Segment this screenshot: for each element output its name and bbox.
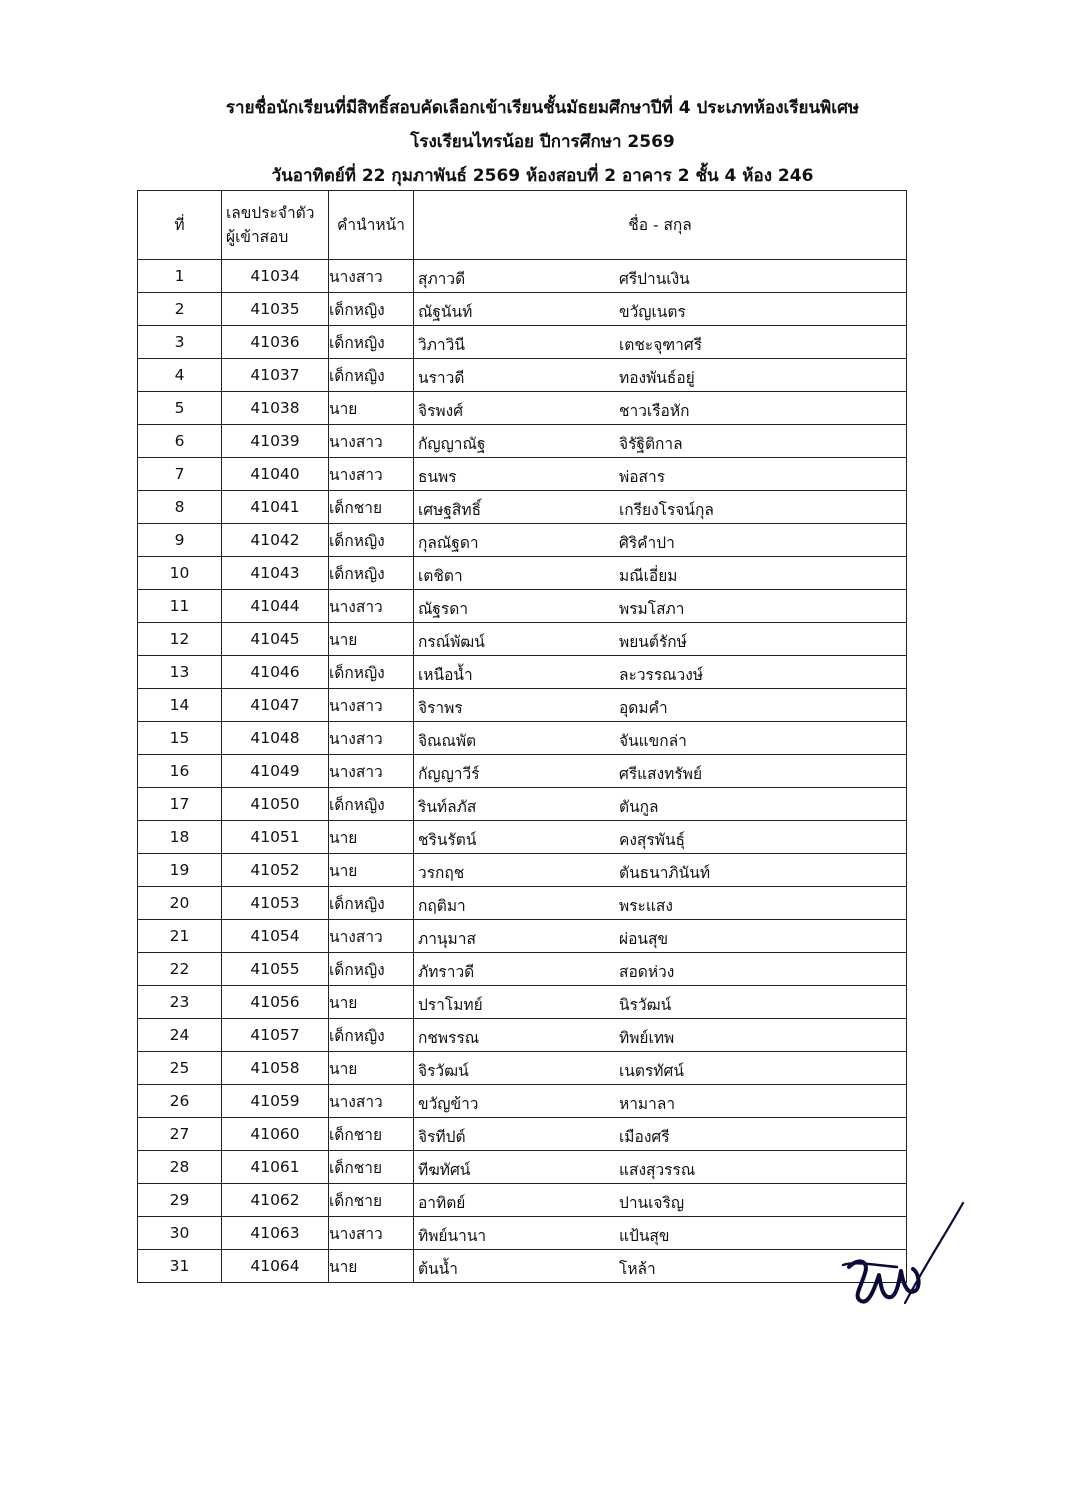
full-name-cell (414, 491, 907, 524)
name-prefix: เด็กชาย (329, 1184, 414, 1217)
table-row (138, 1052, 907, 1085)
name-prefix: เด็กหญิง (329, 326, 414, 359)
name-prefix: นางสาว (329, 425, 414, 458)
last-name: มณีเอี่ยม (619, 567, 678, 585)
last-name: ศิริคำปา (619, 534, 675, 552)
row-number: 27 (138, 1118, 222, 1151)
name-prefix: เด็กหญิง (329, 788, 414, 821)
name-prefix: เด็กหญิง (329, 1019, 414, 1052)
last-name: พยนต์รักษ์ (619, 633, 687, 651)
last-name: แป้นสุข (619, 1227, 670, 1245)
full-name-cell (414, 1250, 907, 1283)
row-number: 29 (138, 1184, 222, 1217)
last-name: แสงสุวรรณ (619, 1161, 696, 1179)
table-row (138, 1118, 907, 1151)
table-row (138, 920, 907, 953)
last-name: เตชะจุฑาศรี (619, 336, 703, 354)
candidate-id: 41052 (222, 854, 329, 887)
row-number: 6 (138, 425, 222, 458)
full-name-cell (414, 656, 907, 689)
row-number: 5 (138, 392, 222, 425)
last-name: เกรียงโรจน์กุล (619, 501, 714, 519)
name-prefix: เด็กหญิง (329, 524, 414, 557)
candidate-id: 41046 (222, 656, 329, 689)
candidate-id: 41043 (222, 557, 329, 590)
col-header-id (222, 191, 329, 260)
name-prefix: นางสาว (329, 260, 414, 293)
candidate-id: 41051 (222, 821, 329, 854)
first-name: เหนือน้ำ (418, 666, 473, 684)
name-prefix: เด็กชาย (329, 1151, 414, 1184)
name-prefix: นาย (329, 1052, 414, 1085)
table-body (138, 260, 907, 1283)
row-number: 11 (138, 590, 222, 623)
row-number: 30 (138, 1217, 222, 1250)
row-number: 19 (138, 854, 222, 887)
first-name: กัญญาณัฐ (418, 435, 486, 453)
first-name: ทีฆทัศน์ (418, 1161, 471, 1179)
full-name-cell (414, 1052, 907, 1085)
first-name: รินท์ลภัส (418, 798, 477, 816)
candidate-id: 41047 (222, 689, 329, 722)
full-name-cell (414, 359, 907, 392)
full-name-cell (414, 326, 907, 359)
name-prefix: นาย (329, 821, 414, 854)
table-row (138, 821, 907, 854)
full-name-cell (414, 1217, 907, 1250)
first-name: สุภาวดี (418, 270, 466, 288)
full-name-cell (414, 1085, 907, 1118)
full-name-cell (414, 854, 907, 887)
full-name-cell (414, 1151, 907, 1184)
col-header-id-line2: ผู้เข้าสอบ (226, 228, 289, 246)
col-header-name: ชื่อ - สกุล (414, 191, 907, 260)
row-number: 4 (138, 359, 222, 392)
name-prefix: เด็กชาย (329, 491, 414, 524)
name-prefix: นางสาว (329, 920, 414, 953)
full-name-cell (414, 458, 907, 491)
row-number: 7 (138, 458, 222, 491)
first-name: อาทิตย์ (418, 1194, 466, 1212)
name-prefix: นางสาว (329, 1085, 414, 1118)
name-prefix: นาย (329, 392, 414, 425)
row-number: 31 (138, 1250, 222, 1283)
candidate-id: 41063 (222, 1217, 329, 1250)
table-row (138, 260, 907, 293)
name-prefix: นางสาว (329, 590, 414, 623)
full-name-cell (414, 623, 907, 656)
candidate-id: 41036 (222, 326, 329, 359)
first-name: วรกฤช (418, 864, 465, 882)
last-name: นิรวัฒน์ (619, 996, 672, 1014)
row-number: 20 (138, 887, 222, 920)
row-number: 17 (138, 788, 222, 821)
last-name: คงสุรพันธุ์ (619, 831, 685, 849)
last-name: พรมโสภา (619, 600, 685, 618)
candidate-id: 41062 (222, 1184, 329, 1217)
first-name: ต้นน้ำ (418, 1260, 458, 1278)
table-row (138, 1019, 907, 1052)
full-name-cell (414, 920, 907, 953)
candidate-id: 41037 (222, 359, 329, 392)
table-row (138, 1250, 907, 1283)
candidate-id: 41059 (222, 1085, 329, 1118)
name-prefix: นางสาว (329, 689, 414, 722)
table-row (138, 854, 907, 887)
full-name-cell (414, 590, 907, 623)
last-name: ตันธนาภินันท์ (619, 864, 711, 882)
candidate-id: 41050 (222, 788, 329, 821)
table-row (138, 1085, 907, 1118)
full-name-cell (414, 722, 907, 755)
row-number: 14 (138, 689, 222, 722)
table-row (138, 1151, 907, 1184)
table-header-row (138, 191, 907, 260)
row-number: 3 (138, 326, 222, 359)
first-name: ขวัญข้าว (418, 1095, 479, 1113)
candidate-id: 41054 (222, 920, 329, 953)
table-row (138, 623, 907, 656)
name-prefix: นางสาว (329, 1217, 414, 1250)
table-row (138, 590, 907, 623)
candidate-id: 41053 (222, 887, 329, 920)
first-name: ภัทราวดี (418, 963, 475, 981)
first-name: กรณ์พัฒน์ (418, 633, 485, 651)
full-name-cell (414, 788, 907, 821)
table-row (138, 557, 907, 590)
table-row (138, 359, 907, 392)
first-name: กุลณัฐดา (418, 534, 479, 552)
name-prefix: นาย (329, 1250, 414, 1283)
full-name-cell (414, 524, 907, 557)
first-name: ธนพร (418, 468, 457, 486)
row-number: 24 (138, 1019, 222, 1052)
full-name-cell (414, 953, 907, 986)
table-row (138, 1217, 907, 1250)
row-number: 28 (138, 1151, 222, 1184)
row-number: 9 (138, 524, 222, 557)
first-name: ปราโมทย์ (418, 996, 483, 1014)
name-prefix: เด็กหญิง (329, 953, 414, 986)
full-name-cell (414, 1184, 907, 1217)
row-number: 15 (138, 722, 222, 755)
first-name: ภานุมาส (418, 930, 476, 948)
last-name: ชาวเรือหัก (619, 402, 690, 420)
row-number: 2 (138, 293, 222, 326)
row-number: 23 (138, 986, 222, 1019)
candidate-id: 41034 (222, 260, 329, 293)
row-number: 21 (138, 920, 222, 953)
candidate-id: 41061 (222, 1151, 329, 1184)
last-name: เนตรทัศน์ (619, 1062, 684, 1080)
first-name: จิรวัฒน์ (418, 1062, 469, 1080)
last-name: อุดมคำ (619, 699, 668, 717)
full-name-cell (414, 821, 907, 854)
table-row (138, 1184, 907, 1217)
full-name-cell (414, 425, 907, 458)
first-name: ทิพย์นานา (418, 1227, 487, 1245)
last-name: ทองพันธ์อยู่ (619, 369, 695, 387)
document-title: รายชื่อนักเรียนที่มีสิทธิ์สอบคัดเลือกเข้าเรียนชั้นมัธยมศึกษาปีที่ 4 ประเภทห้องเรียนพิเศษ (225, 98, 860, 118)
table-row (138, 458, 907, 491)
last-name: หามาลา (619, 1095, 676, 1113)
first-name: เศษฐสิทธิ์ (418, 501, 482, 519)
table-row (138, 788, 907, 821)
first-name: กฤติมา (418, 897, 466, 915)
full-name-cell (414, 1118, 907, 1151)
name-prefix: นาย (329, 986, 414, 1019)
full-name-cell (414, 1019, 907, 1052)
row-number: 18 (138, 821, 222, 854)
full-name-cell (414, 260, 907, 293)
name-prefix: เด็กหญิง (329, 359, 414, 392)
col-header-no: ที่ (138, 191, 222, 260)
table-row (138, 986, 907, 1019)
last-name: ละวรรณวงษ์ (619, 666, 704, 684)
row-number: 10 (138, 557, 222, 590)
candidate-id: 41044 (222, 590, 329, 623)
table-row (138, 755, 907, 788)
candidate-table (137, 190, 907, 1283)
table-row (138, 953, 907, 986)
last-name: จันแขกล่า (619, 732, 687, 750)
table-row (138, 524, 907, 557)
exam-date-room: วันอาทิตย์ที่ 22 กุมภาพันธ์ 2569 ห้องสอบที่ 2 อาคาร 2 ชั้น 4 ห้อง 246 (271, 166, 814, 186)
name-prefix: เด็กชาย (329, 1118, 414, 1151)
name-prefix: นาย (329, 854, 414, 887)
first-name: นราวดี (418, 369, 465, 387)
first-name: ชรินรัตน์ (418, 831, 477, 849)
name-prefix: เด็กหญิง (329, 557, 414, 590)
candidate-id: 41045 (222, 623, 329, 656)
full-name-cell (414, 689, 907, 722)
table-row (138, 293, 907, 326)
name-prefix: เด็กหญิง (329, 887, 414, 920)
candidate-id: 41040 (222, 458, 329, 491)
row-number: 1 (138, 260, 222, 293)
full-name-cell (414, 392, 907, 425)
last-name: สอดห่วง (619, 963, 675, 981)
name-prefix: นางสาว (329, 722, 414, 755)
name-prefix: นางสาว (329, 458, 414, 491)
full-name-cell (414, 755, 907, 788)
row-number: 12 (138, 623, 222, 656)
col-header-prefix: คำนำหน้า (329, 191, 414, 260)
candidate-id: 41038 (222, 392, 329, 425)
signature-mark (835, 1195, 975, 1315)
school-name-year: โรงเรียนไทรน้อย ปีการศึกษา 2569 (410, 132, 675, 152)
first-name: เตชิตา (418, 567, 463, 585)
full-name-cell (414, 887, 907, 920)
full-name-cell (414, 986, 907, 1019)
candidate-id: 41039 (222, 425, 329, 458)
last-name: จิรัฐิติกาล (619, 435, 683, 453)
row-number: 8 (138, 491, 222, 524)
row-number: 16 (138, 755, 222, 788)
first-name: กัญญาวีร์ (418, 765, 480, 783)
first-name: วิภาวินี (418, 336, 465, 354)
first-name: จิรพงศ์ (418, 402, 464, 420)
table-row (138, 656, 907, 689)
table-row (138, 689, 907, 722)
last-name: พระแสง (619, 897, 673, 915)
first-name: กชพรรณ (418, 1029, 480, 1047)
last-name: โหล้า (619, 1260, 656, 1278)
first-name: ณัฐรดา (418, 600, 469, 618)
candidate-id: 41055 (222, 953, 329, 986)
last-name: ปานเจริญ (619, 1194, 685, 1212)
row-number: 22 (138, 953, 222, 986)
name-prefix: นาย (329, 623, 414, 656)
last-name: เมืองศรี (619, 1128, 670, 1146)
candidate-id: 41042 (222, 524, 329, 557)
last-name: ทิพย์เทพ (619, 1029, 675, 1047)
table-row (138, 326, 907, 359)
candidate-id: 41049 (222, 755, 329, 788)
full-name-cell (414, 293, 907, 326)
last-name: ศรีแสงทรัพย์ (619, 765, 703, 783)
candidate-id: 41035 (222, 293, 329, 326)
candidate-id: 41041 (222, 491, 329, 524)
last-name: ขวัญเนตร (619, 303, 686, 321)
last-name: ตันกูล (619, 798, 659, 816)
table-row (138, 491, 907, 524)
candidate-id: 41057 (222, 1019, 329, 1052)
last-name: พ่อสาร (619, 468, 666, 486)
name-prefix: นางสาว (329, 755, 414, 788)
name-prefix: เด็กหญิง (329, 293, 414, 326)
candidate-id: 41058 (222, 1052, 329, 1085)
candidate-id: 41060 (222, 1118, 329, 1151)
candidate-id: 41056 (222, 986, 329, 1019)
last-name: ผ่อนสุข (619, 930, 669, 948)
col-header-id-line1: เลขประจำตัว (226, 204, 315, 222)
row-number: 25 (138, 1052, 222, 1085)
row-number: 26 (138, 1085, 222, 1118)
first-name: จิณณพัต (418, 732, 477, 750)
full-name-cell (414, 557, 907, 590)
name-prefix: เด็กหญิง (329, 656, 414, 689)
candidate-id: 41064 (222, 1250, 329, 1283)
candidate-id: 41048 (222, 722, 329, 755)
first-name: จิรทีปต์ (418, 1128, 466, 1146)
first-name: ณัฐนันท์ (418, 303, 473, 321)
first-name: จิราพร (418, 699, 463, 717)
table-row (138, 425, 907, 458)
table-row (138, 722, 907, 755)
last-name: ศรีปานเงิน (619, 270, 690, 288)
table-row (138, 392, 907, 425)
row-number: 13 (138, 656, 222, 689)
table-row (138, 887, 907, 920)
